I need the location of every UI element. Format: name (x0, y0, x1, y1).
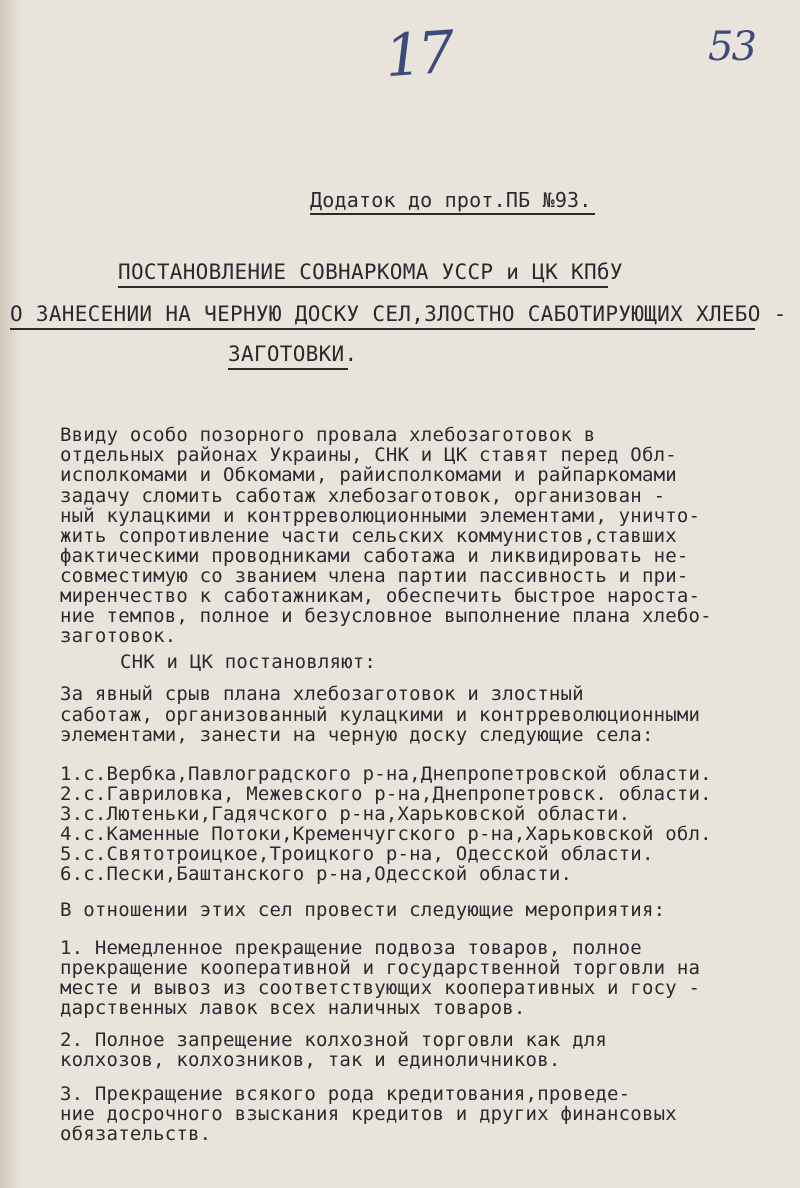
title-line-2: О ЗАНЕСЕНИИ НА ЧЕРНУЮ ДОСКУ СЕЛ,ЗЛОСТНО САБОТИРУЮЩИХ ХЛЕБО - (10, 302, 787, 326)
measure-3-line: обязательств. (60, 1123, 212, 1145)
preamble-line: задачу сломить саботаж хлебозаготовок, организован - (60, 485, 666, 507)
handwritten-folio-number: 53 (708, 24, 755, 70)
measure-1-line: месте и вывоз из соответствующих кооперативных и госу - (60, 977, 701, 999)
preamble-line: фактическими проводниками саботажа и ликвидировать не- (60, 545, 689, 567)
measure-2-line: колхозов, колхозников, так и единоличников. (60, 1049, 561, 1071)
measure-3-line: 3. Прекращение всякого рода кредитования,проведе- (60, 1083, 631, 1105)
measure-1-line: 1. Немедленное прекращение подвоза товаров, полное (60, 937, 642, 959)
resolution-heading: СНК и ЦК постановляют: (120, 651, 377, 673)
title-line-1: ПОСТАНОВЛЕНИЕ СОВНАРКОМА УССР и ЦК КПбУ (118, 260, 623, 284)
measure-3-line: ние досрочного взыскания кредитов и других финансовых (60, 1103, 677, 1125)
preamble-line: Ввиду особо позорного провала хлебозаготовок в (60, 424, 596, 446)
blacklist-intro-line: саботаж, организованный кулацкими и контрреволюционными (60, 704, 701, 726)
village-item: 4.с.Каменные Потоки,Кременчугского р-на,Харьковской обл. (60, 823, 712, 845)
measure-1-line: прекращение кооперативной и государственной торговли на (60, 957, 701, 979)
village-item: 3.с.Лютеньки,Гадячского р-на,Харьковской области. (60, 803, 631, 825)
paper-edge-shadow (0, 0, 22, 1188)
preamble-line: ние темпов, полное и безусловное выполнение плана хлебо- (60, 605, 712, 627)
village-item: 1.с.Вербка,Павлоградского р-на,Днепропетровской области. (60, 763, 712, 785)
title-underline-3 (228, 368, 348, 370)
blacklist-intro-line: За явный срыв плана хлебозаготовок и злостный (60, 683, 584, 705)
title-line-3: ЗАГОТОВКИ. (228, 342, 358, 366)
village-item: 2.с.Гавриловка, Межевского р-на,Днепропетровск. области. (60, 783, 712, 805)
addendum-underline (310, 213, 595, 215)
title-underline-1 (118, 286, 608, 288)
preamble-line: заготовок. (60, 625, 177, 647)
measure-2-line: 2. Полное запрещение колхозной торговли как для (60, 1029, 608, 1051)
title-underline-2 (10, 328, 755, 330)
addendum-reference: Додаток до прот.ПБ №93. (310, 188, 592, 212)
blacklist-intro-line: элементами, занести на черную доску следующие села: (60, 724, 654, 746)
measures-intro: В отношении этих сел провести следующие мероприятия: (60, 899, 666, 921)
preamble-line: исполкомами и Обкомами, райисполкомами и райпаркомами (60, 464, 677, 486)
preamble-line: миренчество к саботажникам, обеспечить быстрое наростa- (60, 585, 701, 607)
handwritten-page-number: 17 (382, 17, 454, 91)
preamble-line: ный кулацкими и контрреволюционными элементами, уничто- (60, 505, 701, 527)
measure-1-line: дарственных лавок всех наличных товаров. (60, 997, 526, 1019)
village-item: 6.с.Пески,Баштанского р-на,Одесской области. (60, 863, 573, 885)
village-item: 5.с.Святотроицкое,Троицкого р-на, Одесской области. (60, 843, 654, 865)
preamble-line: отдельных районах Украины, СНК и ЦК ставят перед Обл- (60, 444, 677, 466)
preamble-line: совместимую со званием члена партии пассивность и при- (60, 565, 689, 587)
preamble-line: жить сопротивление части сельских коммунистов,ставших (60, 525, 677, 547)
